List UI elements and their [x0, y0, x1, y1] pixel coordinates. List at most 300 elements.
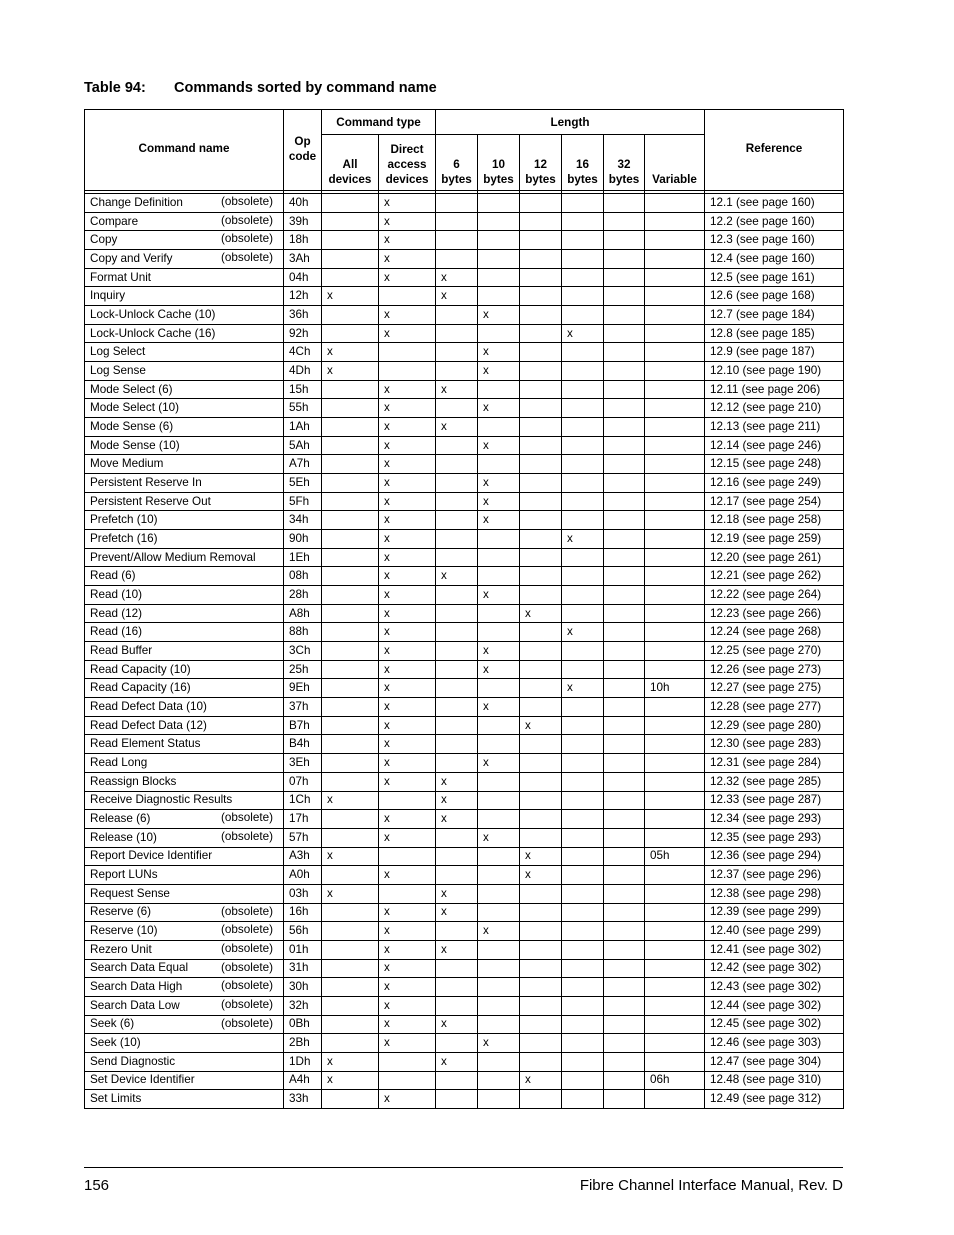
- reference-cell: 12.44 (see page 302): [705, 996, 844, 1015]
- table-row: [85, 642, 844, 661]
- bytes-32-cell: [604, 847, 645, 866]
- bytes-16-cell: [562, 754, 604, 773]
- bytes-10-cell: [478, 268, 520, 287]
- bytes-10-cell: [478, 455, 520, 474]
- bytes-16-cell: [562, 716, 604, 735]
- reference-cell: 12.4 (see page 160): [705, 250, 844, 269]
- bytes-6-cell: x: [436, 380, 478, 399]
- variable-cell: [645, 791, 705, 810]
- reference-cell: 12.42 (see page 302): [705, 959, 844, 978]
- table-row: [85, 978, 844, 997]
- command-name: Reserve (6): [90, 905, 152, 919]
- direct-access-cell: x: [379, 492, 436, 511]
- all-devices-cell: x: [322, 343, 379, 362]
- direct-access-cell: x: [379, 548, 436, 567]
- variable-cell: [645, 380, 705, 399]
- direct-access-cell: x: [379, 679, 436, 698]
- bytes-32-cell: [604, 810, 645, 829]
- bytes-12-cell: [520, 996, 562, 1015]
- command-name: Compare: [90, 214, 139, 228]
- bytes-6-cell: [436, 548, 478, 567]
- command-name-cell: [85, 996, 284, 1015]
- bytes-32-cell: [604, 1015, 645, 1034]
- reference-cell: 12.49 (see page 312): [705, 1090, 844, 1109]
- bytes-6-cell: [436, 922, 478, 941]
- op-code-cell: 4Ch: [284, 343, 322, 362]
- bytes-6-cell: [436, 642, 478, 661]
- variable-cell: [645, 604, 705, 623]
- bytes-10-cell: [478, 418, 520, 437]
- bytes-10-cell: [478, 735, 520, 754]
- bytes-16-cell: [562, 922, 604, 941]
- obsolete-label: (obsolete): [221, 829, 273, 843]
- table-row: [85, 604, 844, 623]
- bytes-6-cell: [436, 1090, 478, 1109]
- bytes-32-cell: [604, 791, 645, 810]
- command-name: Set Device Identifier: [90, 1073, 195, 1087]
- table-row: [85, 679, 844, 698]
- reference-cell: 12.1 (see page 160): [705, 194, 844, 213]
- command-name-cell: [85, 698, 284, 717]
- bytes-16-cell: [562, 474, 604, 493]
- bytes-16-cell: x: [562, 623, 604, 642]
- bytes-16-cell: [562, 194, 604, 213]
- command-name-cell: [85, 1052, 284, 1071]
- command-name-cell: [85, 455, 284, 474]
- all-devices-cell: [322, 716, 379, 735]
- bytes-32-cell: [604, 530, 645, 549]
- bytes-32-cell: [604, 231, 645, 250]
- all-devices-cell: [322, 567, 379, 586]
- header-length: Length: [436, 110, 705, 135]
- bytes-10-cell: [478, 978, 520, 997]
- direct-access-cell: x: [379, 866, 436, 885]
- bytes-12-cell: [520, 268, 562, 287]
- reference-cell: 12.28 (see page 277): [705, 698, 844, 717]
- obsolete-label: (obsolete): [221, 979, 273, 993]
- bytes-6-cell: x: [436, 791, 478, 810]
- bytes-32-cell: [604, 1071, 645, 1090]
- command-name: Report LUNs: [90, 868, 158, 882]
- variable-cell: [645, 866, 705, 885]
- bytes-32-cell: [604, 548, 645, 567]
- bytes-6-cell: [436, 212, 478, 231]
- bytes-32-cell: [604, 194, 645, 213]
- bytes-16-cell: [562, 287, 604, 306]
- reference-cell: 12.22 (see page 264): [705, 586, 844, 605]
- bytes-10-cell: x: [478, 586, 520, 605]
- command-name-cell: [85, 754, 284, 773]
- bytes-10-cell: [478, 884, 520, 903]
- bytes-12-cell: x: [520, 847, 562, 866]
- variable-cell: [645, 903, 705, 922]
- table-body: [85, 194, 844, 1109]
- variable-cell: [645, 399, 705, 418]
- bytes-6-cell: [436, 679, 478, 698]
- variable-cell: [645, 343, 705, 362]
- variable-cell: [645, 436, 705, 455]
- all-devices-cell: [322, 1034, 379, 1053]
- bytes-10-cell: x: [478, 399, 520, 418]
- variable-cell: [645, 418, 705, 437]
- bytes-32-cell: [604, 903, 645, 922]
- bytes-32-cell: [604, 492, 645, 511]
- page-number: 156: [84, 1177, 110, 1194]
- all-devices-cell: [322, 380, 379, 399]
- bytes-10-cell: [478, 1071, 520, 1090]
- command-name-cell: [85, 679, 284, 698]
- command-name: Move Medium: [90, 457, 164, 471]
- bytes-6-cell: [436, 492, 478, 511]
- op-code-cell: 1Eh: [284, 548, 322, 567]
- direct-access-cell: x: [379, 324, 436, 343]
- op-code-cell: 92h: [284, 324, 322, 343]
- direct-access-cell: x: [379, 604, 436, 623]
- command-name-cell: [85, 212, 284, 231]
- bytes-12-cell: [520, 586, 562, 605]
- variable-cell: [645, 978, 705, 997]
- variable-cell: 05h: [645, 847, 705, 866]
- all-devices-cell: [322, 996, 379, 1015]
- reference-cell: 12.8 (see page 185): [705, 324, 844, 343]
- command-name-cell: [85, 642, 284, 661]
- bytes-12-cell: [520, 492, 562, 511]
- table-row: [85, 492, 844, 511]
- table-row: [85, 1015, 844, 1034]
- header-12-bytes: 12 bytes: [520, 135, 562, 191]
- bytes-12-cell: [520, 362, 562, 381]
- variable-cell: [645, 212, 705, 231]
- command-name: Mode Sense (6): [90, 419, 174, 433]
- op-code-cell: 18h: [284, 231, 322, 250]
- command-name-cell: [85, 735, 284, 754]
- bytes-6-cell: x: [436, 418, 478, 437]
- header-direct-access-devices: Direct access devices: [379, 135, 436, 191]
- bytes-6-cell: [436, 324, 478, 343]
- all-devices-cell: [322, 212, 379, 231]
- command-name-cell: [85, 791, 284, 810]
- commands-table: [84, 109, 844, 1109]
- bytes-32-cell: [604, 455, 645, 474]
- command-name-cell: [85, 194, 284, 213]
- obsolete-label: (obsolete): [221, 811, 273, 825]
- bytes-32-cell: [604, 978, 645, 997]
- bytes-6-cell: [436, 399, 478, 418]
- bytes-10-cell: [478, 847, 520, 866]
- command-name-cell: [85, 866, 284, 885]
- bytes-12-cell: [520, 530, 562, 549]
- variable-cell: [645, 735, 705, 754]
- bytes-6-cell: [436, 660, 478, 679]
- command-name-cell: [85, 940, 284, 959]
- reference-cell: 12.29 (see page 280): [705, 716, 844, 735]
- obsolete-label: (obsolete): [221, 1016, 273, 1030]
- reference-cell: 12.3 (see page 160): [705, 231, 844, 250]
- bytes-12-cell: [520, 772, 562, 791]
- bytes-12-cell: [520, 436, 562, 455]
- all-devices-cell: [322, 772, 379, 791]
- op-code-cell: 25h: [284, 660, 322, 679]
- bytes-12-cell: [520, 903, 562, 922]
- bytes-10-cell: [478, 903, 520, 922]
- bytes-6-cell: x: [436, 1015, 478, 1034]
- bytes-12-cell: [520, 698, 562, 717]
- reference-cell: 12.5 (see page 161): [705, 268, 844, 287]
- op-code-cell: 3Ah: [284, 250, 322, 269]
- bytes-6-cell: [436, 1071, 478, 1090]
- command-name: Prefetch (10): [90, 513, 158, 527]
- bytes-6-cell: [436, 1034, 478, 1053]
- command-name-cell: [85, 810, 284, 829]
- reference-cell: 12.25 (see page 270): [705, 642, 844, 661]
- reference-cell: 12.14 (see page 246): [705, 436, 844, 455]
- op-code-cell: A4h: [284, 1071, 322, 1090]
- bytes-12-cell: [520, 324, 562, 343]
- bytes-32-cell: [604, 324, 645, 343]
- all-devices-cell: [322, 399, 379, 418]
- bytes-6-cell: [436, 716, 478, 735]
- reference-cell: 12.21 (see page 262): [705, 567, 844, 586]
- bytes-32-cell: [604, 642, 645, 661]
- op-code-cell: A8h: [284, 604, 322, 623]
- bytes-12-cell: [520, 511, 562, 530]
- header-reference: Reference: [705, 110, 844, 191]
- all-devices-cell: [322, 194, 379, 213]
- header-op-code: Op code: [284, 110, 322, 191]
- bytes-12-cell: [520, 940, 562, 959]
- bytes-16-cell: [562, 436, 604, 455]
- command-name: Read (12): [90, 606, 142, 620]
- op-code-cell: 55h: [284, 399, 322, 418]
- command-name: Mode Select (6): [90, 382, 173, 396]
- bytes-12-cell: [520, 1052, 562, 1071]
- bytes-16-cell: [562, 847, 604, 866]
- bytes-32-cell: [604, 828, 645, 847]
- bytes-32-cell: [604, 212, 645, 231]
- command-name: Send Diagnostic: [90, 1054, 176, 1068]
- table-row: [85, 548, 844, 567]
- op-code-cell: 57h: [284, 828, 322, 847]
- direct-access-cell: x: [379, 586, 436, 605]
- op-code-cell: 37h: [284, 698, 322, 717]
- bytes-32-cell: [604, 306, 645, 325]
- bytes-16-cell: [562, 362, 604, 381]
- command-name: Seek (6): [90, 1017, 135, 1031]
- reference-cell: 12.35 (see page 293): [705, 828, 844, 847]
- bytes-10-cell: [478, 996, 520, 1015]
- direct-access-cell: [379, 1071, 436, 1090]
- bytes-6-cell: [436, 754, 478, 773]
- direct-access-cell: x: [379, 194, 436, 213]
- bytes-10-cell: [478, 1052, 520, 1071]
- all-devices-cell: x: [322, 1052, 379, 1071]
- all-devices-cell: [322, 698, 379, 717]
- bytes-10-cell: [478, 679, 520, 698]
- bytes-10-cell: x: [478, 343, 520, 362]
- header-6-bytes: 6 bytes: [436, 135, 478, 191]
- table-row: [85, 1071, 844, 1090]
- bytes-32-cell: [604, 884, 645, 903]
- bytes-32-cell: [604, 940, 645, 959]
- reference-cell: 12.26 (see page 273): [705, 660, 844, 679]
- bytes-32-cell: [604, 660, 645, 679]
- bytes-10-cell: [478, 791, 520, 810]
- bytes-10-cell: [478, 567, 520, 586]
- table-row: [85, 306, 844, 325]
- op-code-cell: 31h: [284, 959, 322, 978]
- all-devices-cell: [322, 324, 379, 343]
- all-devices-cell: [322, 306, 379, 325]
- bytes-16-cell: [562, 810, 604, 829]
- bytes-12-cell: [520, 735, 562, 754]
- reference-cell: 12.47 (see page 304): [705, 1052, 844, 1071]
- table-row: [85, 455, 844, 474]
- op-code-cell: 2Bh: [284, 1034, 322, 1053]
- obsolete-label: (obsolete): [221, 997, 273, 1011]
- all-devices-cell: x: [322, 847, 379, 866]
- reference-cell: 12.33 (see page 287): [705, 791, 844, 810]
- op-code-cell: A7h: [284, 455, 322, 474]
- bytes-12-cell: [520, 250, 562, 269]
- command-name: Reassign Blocks: [90, 774, 177, 788]
- table-row: [85, 828, 844, 847]
- bytes-16-cell: [562, 1034, 604, 1053]
- bytes-32-cell: [604, 866, 645, 885]
- table-row: [85, 791, 844, 810]
- all-devices-cell: [322, 754, 379, 773]
- command-name: Log Sense: [90, 363, 146, 377]
- table-row: [85, 586, 844, 605]
- bytes-12-cell: [520, 418, 562, 437]
- variable-cell: [645, 474, 705, 493]
- bytes-10-cell: [478, 250, 520, 269]
- direct-access-cell: x: [379, 642, 436, 661]
- variable-cell: [645, 455, 705, 474]
- bytes-12-cell: [520, 754, 562, 773]
- bytes-6-cell: x: [436, 884, 478, 903]
- bytes-32-cell: [604, 1090, 645, 1109]
- bytes-12-cell: x: [520, 716, 562, 735]
- direct-access-cell: [379, 343, 436, 362]
- command-name: Report Device Identifier: [90, 849, 213, 863]
- bytes-10-cell: [478, 623, 520, 642]
- table-row: [85, 735, 844, 754]
- variable-cell: [645, 959, 705, 978]
- bytes-16-cell: [562, 884, 604, 903]
- command-name: Persistent Reserve In: [90, 475, 202, 489]
- op-code-cell: 1Ah: [284, 418, 322, 437]
- all-devices-cell: [322, 866, 379, 885]
- command-name: Read Defect Data (12): [90, 718, 207, 732]
- command-name-cell: [85, 436, 284, 455]
- table-row: [85, 380, 844, 399]
- bytes-32-cell: [604, 959, 645, 978]
- op-code-cell: A0h: [284, 866, 322, 885]
- table-row: [85, 436, 844, 455]
- op-code-cell: 5Eh: [284, 474, 322, 493]
- table-row: [85, 866, 844, 885]
- command-name: Read (6): [90, 569, 136, 583]
- reference-cell: 12.37 (see page 296): [705, 866, 844, 885]
- bytes-10-cell: [478, 380, 520, 399]
- header-all-devices: All devices: [322, 135, 379, 191]
- bytes-16-cell: [562, 735, 604, 754]
- direct-access-cell: x: [379, 660, 436, 679]
- obsolete-label: (obsolete): [221, 195, 273, 208]
- bytes-10-cell: [478, 959, 520, 978]
- direct-access-cell: x: [379, 1090, 436, 1109]
- command-name: Read Buffer: [90, 643, 153, 657]
- command-name: Mode Sense (10): [90, 438, 180, 452]
- direct-access-cell: x: [379, 399, 436, 418]
- reference-cell: 12.20 (see page 261): [705, 548, 844, 567]
- all-devices-cell: x: [322, 1071, 379, 1090]
- bytes-10-cell: x: [478, 660, 520, 679]
- all-devices-cell: [322, 679, 379, 698]
- command-name: Release (6): [90, 812, 151, 825]
- bytes-32-cell: [604, 362, 645, 381]
- header-32-bytes: 32 bytes: [604, 135, 645, 191]
- direct-access-cell: x: [379, 996, 436, 1015]
- direct-access-cell: x: [379, 1015, 436, 1034]
- command-name-cell: [85, 586, 284, 605]
- all-devices-cell: [322, 810, 379, 829]
- op-code-cell: 17h: [284, 810, 322, 829]
- bytes-32-cell: [604, 754, 645, 773]
- command-name: Lock-Unlock Cache (10): [90, 307, 216, 321]
- bytes-6-cell: [436, 828, 478, 847]
- reference-cell: 12.7 (see page 184): [705, 306, 844, 325]
- command-name-cell: [85, 567, 284, 586]
- all-devices-cell: x: [322, 791, 379, 810]
- bytes-10-cell: x: [478, 306, 520, 325]
- variable-cell: [645, 1034, 705, 1053]
- all-devices-cell: [322, 903, 379, 922]
- bytes-6-cell: [436, 250, 478, 269]
- direct-access-cell: x: [379, 922, 436, 941]
- bytes-6-cell: [436, 996, 478, 1015]
- command-name-cell: [85, 399, 284, 418]
- direct-access-cell: x: [379, 754, 436, 773]
- direct-access-cell: x: [379, 306, 436, 325]
- op-code-cell: 34h: [284, 511, 322, 530]
- command-name-cell: [85, 343, 284, 362]
- variable-cell: [645, 567, 705, 586]
- command-name-cell: [85, 231, 284, 250]
- variable-cell: [645, 698, 705, 717]
- variable-cell: 06h: [645, 1071, 705, 1090]
- direct-access-cell: x: [379, 828, 436, 847]
- command-name: Read Defect Data (10): [90, 699, 207, 713]
- bytes-32-cell: [604, 1034, 645, 1053]
- all-devices-cell: [322, 455, 379, 474]
- command-name-cell: [85, 1015, 284, 1034]
- reference-cell: 12.45 (see page 302): [705, 1015, 844, 1034]
- command-name-cell: [85, 268, 284, 287]
- bytes-10-cell: [478, 772, 520, 791]
- obsolete-label: (obsolete): [221, 923, 273, 937]
- footer-divider: [84, 1167, 843, 1168]
- all-devices-cell: [322, 418, 379, 437]
- bytes-6-cell: [436, 735, 478, 754]
- bytes-10-cell: x: [478, 362, 520, 381]
- reference-cell: 12.32 (see page 285): [705, 772, 844, 791]
- bytes-10-cell: x: [478, 698, 520, 717]
- command-name: Search Data Equal: [90, 961, 189, 975]
- bytes-6-cell: [436, 474, 478, 493]
- bytes-6-cell: [436, 530, 478, 549]
- reference-cell: 12.11 (see page 206): [705, 380, 844, 399]
